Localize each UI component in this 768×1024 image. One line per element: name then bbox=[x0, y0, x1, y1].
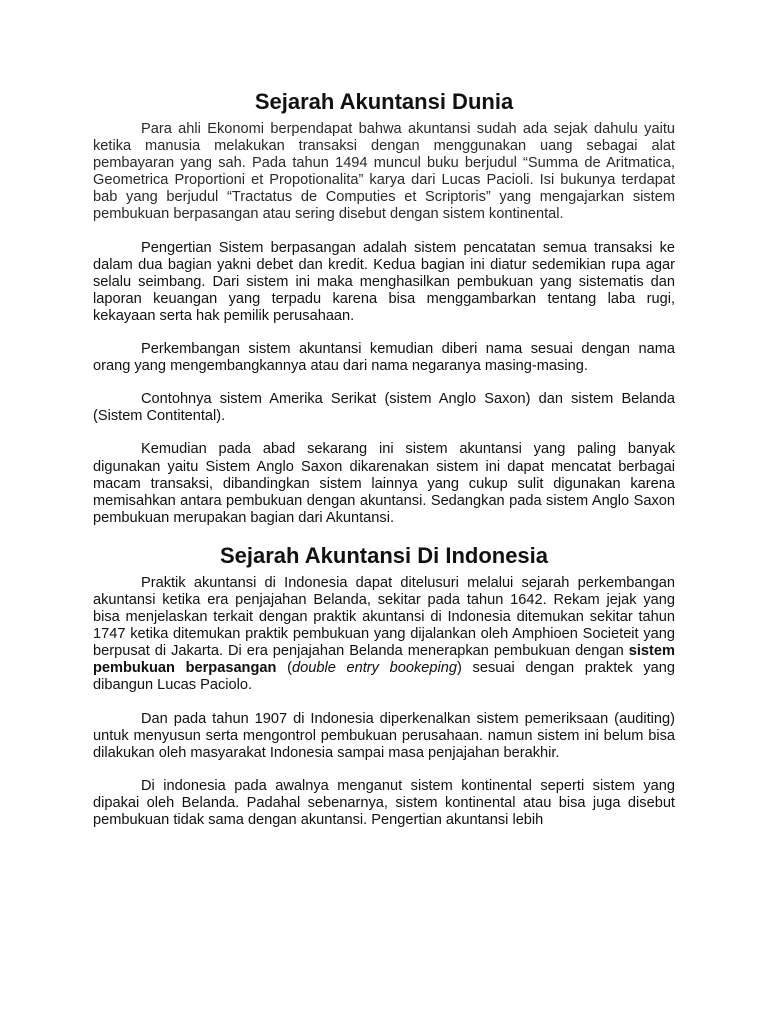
paragraph-indonesia-3: Di indonesia pada awalnya menganut sistem kontinental seperti sistem yang dipakai oleh Belanda. Padahal sebenarnya, sistem kontinental atau bisa juga disebut pembukuan tidak sama dengan akuntansi. Pengertian akuntansi lebih bbox=[93, 777, 675, 828]
paragraph-dunia-1: Para ahli Ekonomi berpendapat bahwa akuntansi sudah ada sejak dahulu yaitu ketika manusia melakukan transaksi dengan menggunakan uang sebagai alat pembayaran yang sah. Pada tahun 1494 muncul buku berjudul “Summa de Aritmatica, Geometrica Proportioni et Propotionalita” karya dari Lucas Pacioli. Isi bukunya terdapat bab yang berjudul “Tractatus de Computies et Scriptoris” yang mengajarkan sistem pembukuan berpasangan atau sering disebut dengan sistem kontinental. bbox=[93, 121, 675, 223]
paragraph-dunia-2: Pengertian Sistem berpasangan adalah sistem pencatatan semua transaksi ke dalam dua bagian yakni debet dan kredit. Kedua bagian ini diatur sedemikian rupa agar selalu seimbang. Dari sistem ini maka menghasilkan pembukuan yang sistematis dan laporan keuangan yang terpadu karena bisa menggambarkan tentang laba rugi, kekayaan serta hak pemilik perusahaan. bbox=[93, 239, 675, 324]
paragraph-dunia-5: Kemudian pada abad sekarang ini sistem akuntansi yang paling banyak digunakan yaitu Sistem Anglo Saxon dikarenakan sistem ini dapat mencatat berbagai macam transaksi, dibandingkan sistem lainnya yang cukup sulit digunakan karena memisahkan antara pembukuan dengan akuntansi. Sedangkan pada sistem Anglo Saxon pembukuan merupakan bagian dari Akuntansi. bbox=[93, 441, 675, 526]
paren-open: ( bbox=[276, 660, 292, 677]
document-page bbox=[93, 0, 675, 845]
section-title-dunia: Sejarah Akuntansi Dunia bbox=[254, 89, 514, 114]
paragraph-indonesia-2: Dan pada tahun 1907 di Indonesia diperkenalkan sistem pemeriksaan (auditing) untuk menyusun serta mengontrol pembukuan perusahaan. namun sistem ini belum bisa dilakukan oleh masyarakat Indonesia sampai masa penjajahan berakhir. bbox=[93, 710, 675, 761]
paragraph-indonesia-1 bbox=[93, 575, 675, 695]
paragraph-dunia-4: Contohnya sistem Amerika Serikat (sistem Anglo Saxon) dan sistem Belanda (Sistem Contitental). bbox=[93, 391, 675, 425]
paragraph-indonesia-1-text: Praktik akuntansi di Indonesia dapat ditelusuri melalui sejarah perkembangan akuntansi ketika era penjajahan Belanda, sekitar pada tahun 1642. Rekam jejak yang bisa menjelaskan terkait dengan praktik akuntansi di Indonesia ditemukan sekitar tahun 1747 ketika ditemukan praktik pembukuan yang dijalankan oleh Amphioen Societeit yang berpusat di Jakarta. Di era penjajahan Belanda menerapkan pembukuan dengan bbox=[93, 574, 675, 660]
bold-term: sistem pembukuan berpasangan bbox=[93, 643, 675, 677]
paragraph-indonesia-1-end: ) sesuai dengan praktek yang dibangun Lucas Paciolo. bbox=[93, 660, 676, 694]
paragraph-dunia-3: Perkembangan sistem akuntansi kemudian diberi nama sesuai dengan nama orang yang mengembangkannya atau dari nama negaranya masing-masing. bbox=[93, 341, 675, 375]
italic-term: double entry bookeping bbox=[291, 660, 457, 677]
section-title-indonesia: Sejarah Akuntansi Di Indonesia bbox=[219, 542, 549, 568]
